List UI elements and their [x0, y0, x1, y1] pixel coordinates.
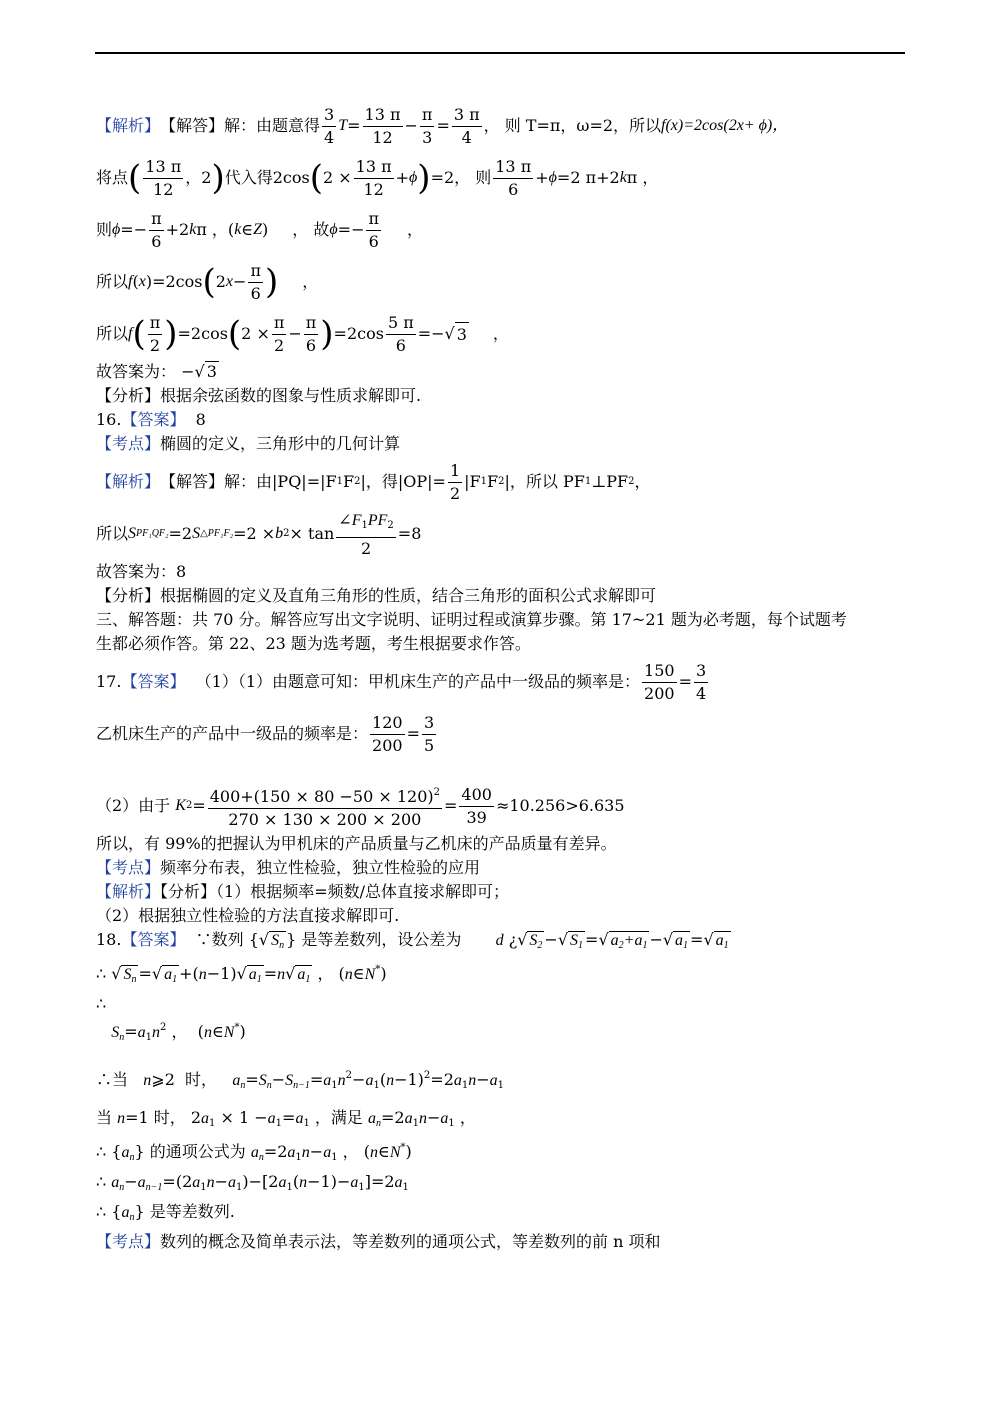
tag-jieda: 【解答】 [160, 116, 225, 135]
q16-topic-line [96, 432, 906, 456]
q15-f-line-pre: 所以 [96, 272, 129, 291]
q16-final-line [96, 560, 906, 584]
q17-part1b: 乙机床生产的产品中一级品的频率是： [96, 724, 369, 743]
q18-line-2: ∴ √ $S_n$ =√ $a_1 +(n-1)√$ $a_1 =n√$ $a_1$ ， (n∈N*) [96, 964, 387, 985]
q16-area-pre: 所以 [96, 524, 129, 543]
frac-13pi-12: $\frac{13 \pi}{12}$ [364, 104, 401, 147]
q17-part1: （1）（1）由题意可知：甲机床生产的产品中一级品的频率是： [195, 672, 641, 691]
q15-line-2: 将点 ( $\frac{13 \pi}{12}$ ，2 ) 代入得 2cos ( 2 × $\frac{13 \pi}{12}$ + ϕ ) =2 ， 则 $\frac{13 \pi}{6}$ + ϕ =2 π+2 k π ， [96, 156, 659, 199]
q15-line-5: 所以 f ( $\frac{\pi}{2}$ ) =2cos ( 2 × $\frac{\pi}{2}$ − $\frac{\pi}{6}$ ) =2cos $\frac{5 \pi}{6}$ =−√ 3 ， [96, 312, 509, 355]
q15-line-4: 所以 f ( x )=2cos ( 2 x − $\frac{\pi}{6}$ ) ， [96, 260, 319, 303]
q18-line-1: 18.【答案】 ∵数列 {√ $S_n$ } 是等差数列，设公差为 d ¿√ $S_2$ −√ $S_1$ =√ $a_2+a_1$ −√ $a_1$ =√ $a_1$ [96, 930, 729, 951]
header-rule [95, 52, 905, 54]
q18-line-4: ∴当 n⩾2 时， $a_n=S_n-S_{n-1}=a_1n^2-a_1(n-1)^2=2a_1n-a_1$ [96, 1070, 505, 1091]
tag-daan-16: 【答案】 [121, 410, 186, 429]
q18-topic: 数列的概念及简单表示法，等差数列的通项公式，等差数列的前 n 项和 [160, 1232, 661, 1251]
frac-pi-3: $\frac{\pi}{3}$ [421, 104, 433, 147]
tag-kaodian-18: 【考点】 [96, 1232, 161, 1251]
q18-line-7: ∴ $a_n-a_{n-1}=(2a_1n-a_1)-[2a_1(n-1)-a_1]=2a_1$ [96, 1172, 409, 1193]
q15-line-1: 【解析】 【解答】 解：由题意得 $\frac{3}{4}$ T = $\frac{13 \pi}{12}$ − $\frac{\pi}{3}$ = $\frac{3 \pi}{4}$ ， 则 T=π，ω=2，所以 f(x)=2cos(2x+ ϕ)， [96, 104, 789, 147]
q18-num: 18. [96, 930, 122, 949]
q17-k-tail: ≈10.256>6.635 [495, 796, 625, 815]
q17-topic-line [96, 856, 906, 880]
q18-line-5: 当 n=1 时， $2a_1 \times 1 -a_1=a_1$ ，满足 $a_n=2a_1n-a_1$ ， [96, 1108, 476, 1129]
frac-3-4: $\frac{3}{4}$ [324, 104, 335, 147]
q15-sub-intro: 将点 [96, 168, 129, 187]
q16-topic: 椭圆的定义，三角形中的几何计算 [160, 434, 401, 453]
frac-k2: $\frac{400+(150 \times 80 -50 \times 120)^2}{270 \times 130 \times 200 \times 200}$ [208, 782, 442, 831]
q15-answer-pre: 故答案为： [96, 362, 177, 381]
q17-line-3: （2）由于 K 2 = $\frac{400+(150 \times 80 -50 \times 120)^2}{270 \times 130 \times 200 \times 200}$ = $\frac{400}{39}$ ≈10.256>6.635 [96, 780, 906, 832]
q16-area-line: 所以 S PF₁QF₂ =2 S △PF₁F₂ =2 × b 2 × tan $\frac{\angle F_1PF_2}{2}$ =8 [96, 509, 422, 558]
q18-line-6: ∴ $\{a_n\}$ 的通项公式为 $a_n=2a_1n-a_1$ ， (n∈N*) [96, 1142, 412, 1163]
q16-analysis-line [96, 584, 906, 608]
q15-f-expr: f(x)=2cos(2x+ ϕ)， [661, 117, 789, 134]
section3-line-2: 生都必须作答。第 22、23 题为选考题，考生根据要求作答。 [96, 634, 531, 653]
q15-then1: ， 则 T=π，ω=2，所以 [483, 116, 662, 135]
tag-daan-17: 【答案】 [121, 672, 186, 691]
tag-kaodian-17: 【考点】 [96, 858, 161, 877]
q15-sub-mid: 代入得 [224, 168, 273, 187]
q17-topic: 频率分布表，独立性检验，独立性检验的应用 [160, 858, 481, 877]
frac-150-200: $\frac{150}{200}$ [644, 660, 675, 703]
frac-3pi-4: $\frac{3 \pi}{4}$ [453, 104, 480, 147]
q15-analysis: 根据余弦函数的图象与性质求解即可. [160, 386, 422, 405]
q15-answer-line: 故答案为： −√ 3 [96, 362, 217, 381]
tag-fenxi-15: 【分析】 [96, 386, 161, 405]
q16-num: 16. [96, 410, 122, 429]
q17-line-1: 17. 【答案】 （1）（1）由题意可知：甲机床生产的产品中一级品的频率是： $\frac{150}{200}$ = $\frac{3}{4}$ [96, 660, 707, 703]
q18-line-8: ∴ $\{a_n\}$ 是等差数列. [96, 1202, 235, 1223]
q16-answer: 8 [195, 410, 206, 429]
q16-final: 故答案为：8 [96, 562, 187, 581]
q17-num: 17. [96, 672, 122, 691]
q15-line-3: 则 ϕ =− $\frac{\pi}{6}$ +2 k π ，( k ∈ Z ) ， 故 ϕ =− $\frac{\pi}{6}$ ， [96, 208, 424, 251]
q15-sub-then: ， 则 [454, 168, 492, 187]
q18-line-3a: ∴ [96, 994, 107, 1013]
q16-solution-line: 【解析】 【解答】 解：由|PQ|=|F 1 F 2 |，得|OP|= $\frac{1}{2}$ |F 1 F 2 |，所以 PF 1 ⊥PF 2 ， [96, 460, 651, 503]
q18-l4a: ∴当 [96, 1070, 129, 1089]
q15-intro: 解：由题意得 [224, 116, 321, 135]
section3-line-1: 三、解答题：共 70 分。解答应写出文字说明、证明过程或演算步骤。第 17~21 题为必考题，每个试题考 [96, 610, 847, 629]
q17-line-2: 乙机床生产的产品中一级品的频率是： $\frac{120}{200}$ = $\frac{3}{5}$ [96, 712, 435, 755]
q15-analysis-line [96, 384, 906, 408]
q17-analysis1: （1）根据频率=频数/总体直接求解即可； [216, 882, 510, 901]
tag-kaodian-16: 【考点】 [96, 434, 161, 453]
q18-line-3b: $S_n=a_1n^2$ ， (n∈N*) [111, 1022, 246, 1043]
q17-analysis-line-2: （2）根据独立性检验的方法直接求解即可. [96, 906, 400, 925]
q16-answer-line [96, 408, 906, 432]
page-content [96, 100, 906, 1254]
q16-analysis: 根据椭圆的定义及直角三角形的性质，结合三角形的面积公式求解即可 [160, 586, 657, 605]
frac-120-200: $\frac{120}{200}$ [372, 712, 403, 755]
tag-daan-18: 【答案】 [121, 930, 186, 949]
tag-jiexi: 【解析】 [96, 116, 161, 135]
q17-analysis-line-1: 【解析】【分析】（1）根据频率=频数/总体直接求解即可； [96, 882, 510, 901]
q17-conclusion: 所以，有 99%的把握认为甲机床的产品质量与乙机床的产品质量有差异。 [96, 834, 617, 853]
q17-part2: （2）由于 [96, 796, 171, 815]
q15-val-line-pre: 所以 [96, 324, 129, 343]
tag-fenxi-16: 【分析】 [96, 586, 161, 605]
q18-topic-line [96, 1230, 906, 1254]
